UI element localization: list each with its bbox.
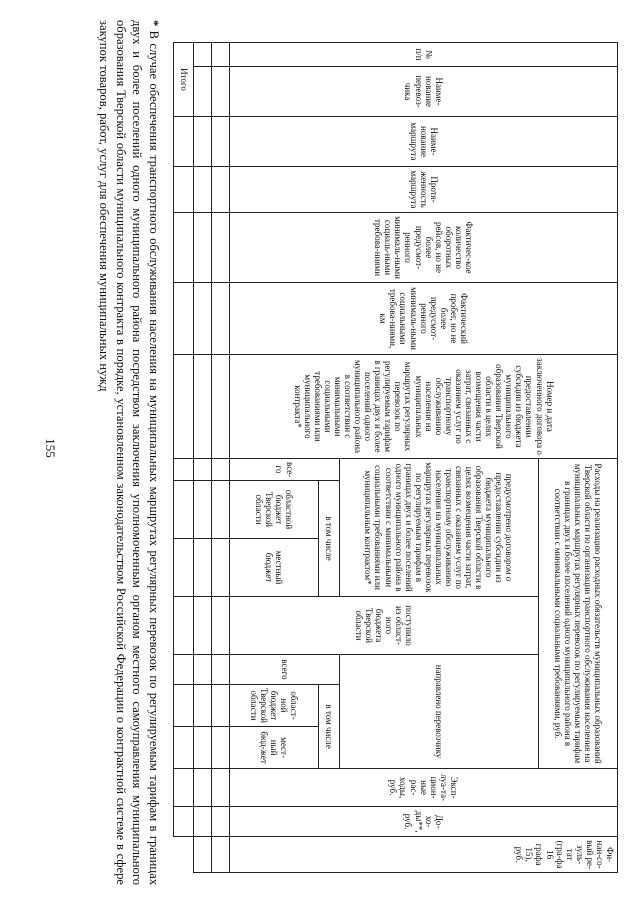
header-total-2: всего — [230, 655, 340, 685]
header-contract: Номер и дата заключенного договора о предоставлении субсидии из бюджета муниципального образования Тверской области в целях возмещения части затрат, связанных с оказанием услуг по транспортному обслуживанию населения на муниципальных маршрутах регулярных перевозок по регулируемым тарифам в границах двух и более поселений одного муниципального района в соответствии с минимальными социальными требованиями или муниципального контракта* — [230, 355, 618, 459]
header-total: все-го — [230, 459, 340, 481]
header-income: До-хо-ды**, руб. — [230, 807, 618, 837]
report-table — [173, 42, 618, 873]
header-received: поступило из област-ного бюджета Тверской области — [230, 597, 539, 655]
header-incl: в том числе — [319, 481, 339, 597]
header-carrier: Наиме-нование перевоз-чика — [230, 67, 618, 117]
header-route: Наиме-нование маршрута — [230, 117, 618, 167]
report-table-wrapper — [173, 42, 618, 872]
header-regional: областной бюджет Тверской области — [230, 481, 319, 539]
total-row — [174, 43, 194, 873]
total-row-label: Итого — [174, 43, 194, 117]
header-provided: предусмотрено договором о предоставлении субсидии из бюджета муниципального образования Тверской области в целях возмещения части затрат, связанных с оказанием услуг по транспортному обслуживанию населения на муниципальных маршрутах регулярных перевозок по регулируемым тарифам в границах двух и более поселений одного муниципального района в соответствии с минимальными социальными требованиями или муниципальным контрактом* — [339, 459, 538, 597]
table-row — [212, 43, 230, 873]
header-num: № п/п — [230, 43, 618, 67]
header-local-2: мест-ный бюд-жет — [230, 727, 319, 769]
header-trips: Фактичес-кое количество оборотных рейсов, но не более предусмот-ренного минималь-ными социаль-ными требова-ниями — [230, 213, 618, 283]
footnote-text: В случае обеспечения транспортного обслуживания населения на муниципальных маршрутах регулярных перевозок по регулируемым тарифам в границах двух и более поселений одного муниципального района посредством заключения уполномоченным органом местного самоуправления муниципального образования Тверской области муниципального контракта в порядке, установленном законодательством Российской Федерации о контрактной системе в сфере закупок товаров, работ, услуг для обеспечения муниципальных нужд — [97, 20, 161, 885]
header-regional-2: област-ной бюджет Тверской области — [230, 685, 319, 727]
header-length: Протя-женность маршрута — [230, 167, 618, 213]
header-incl-2: в том числе — [319, 685, 339, 769]
header-opex: Эксп-луа-та-цион-ные рас-ходы, руб. — [230, 769, 618, 807]
header-result: Фи-нан-со-вый ре-зуль-тат (гра-фа 16 графа 15), руб. — [230, 837, 618, 873]
footnote — [96, 20, 162, 885]
footnote-star: * — [147, 20, 161, 27]
header-mileage: Фактический пробег, но не более предусмот-ренного минималь-ными социальными требова-ниями, км — [230, 283, 618, 355]
header-expenses: Расходы на реализацию расходных обязательств муниципальных образований Тверской области по организации транспортного обслуживания населения на муниципальных маршрутах регулярных перевозок по регулируемым тарифам в границах двух и более поселений одного муниципального района в соответствии с минимальными социальными требованиями, руб. — [538, 459, 617, 769]
table-row — [194, 43, 212, 873]
page-number: 155 — [42, 438, 58, 458]
header-local: местный бюджет — [230, 539, 319, 597]
header-sent: направлено перевозчику — [339, 655, 538, 769]
